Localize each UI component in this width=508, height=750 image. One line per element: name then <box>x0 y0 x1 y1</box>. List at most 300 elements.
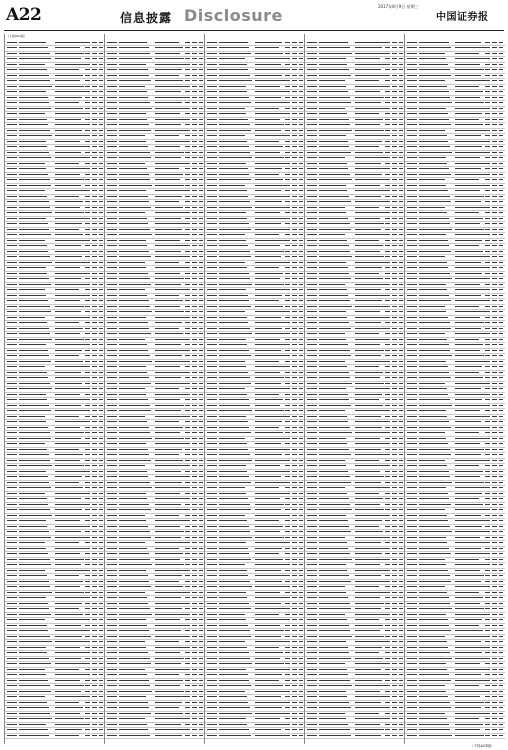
table-cell <box>185 515 190 516</box>
table-cell <box>419 223 450 224</box>
table-cell <box>219 383 251 384</box>
table-cell <box>255 713 286 714</box>
table-cell <box>207 658 217 659</box>
table-cell <box>219 707 250 708</box>
table-cell <box>119 190 146 191</box>
table-cell <box>119 553 149 554</box>
table-cell <box>19 377 48 378</box>
table-cell <box>299 619 303 620</box>
table-cell <box>207 344 217 345</box>
table-cell <box>119 69 148 70</box>
table-cell <box>492 388 497 389</box>
table-cell <box>19 449 47 450</box>
table-cell <box>419 152 452 153</box>
table-cell <box>355 344 380 345</box>
table-cell <box>392 410 397 411</box>
table-cell <box>92 438 97 439</box>
table-cell <box>499 427 503 428</box>
table-cell <box>192 416 197 417</box>
table-cell <box>407 108 417 109</box>
table-cell <box>419 509 445 510</box>
table-cell <box>355 212 386 213</box>
table-cell <box>185 251 190 252</box>
table-cell <box>455 185 486 186</box>
table-cell <box>392 174 397 175</box>
table-cell <box>207 328 217 329</box>
table-cell <box>55 75 83 76</box>
table-cell <box>255 289 288 290</box>
table-cell <box>107 42 117 43</box>
table-cell <box>92 234 97 235</box>
table-cell <box>392 141 397 142</box>
table-cell <box>392 476 397 477</box>
table-cell <box>419 75 451 76</box>
table-cell <box>199 427 203 428</box>
table-cell <box>307 234 317 235</box>
table-cell <box>107 597 117 598</box>
table-cell <box>319 509 352 510</box>
table-cell <box>7 647 17 648</box>
table-cell <box>185 245 190 246</box>
table-cell <box>399 454 403 455</box>
table-cell <box>355 553 382 554</box>
table-cell <box>499 278 503 279</box>
table-cell <box>255 86 280 87</box>
table-cell <box>392 526 397 527</box>
table-cell <box>219 355 251 356</box>
table-cell <box>392 493 397 494</box>
table-cell <box>455 152 486 153</box>
table-cell <box>292 311 297 312</box>
table-cell <box>199 284 203 285</box>
table-cell <box>19 471 46 472</box>
table-cell <box>319 696 347 697</box>
table-cell <box>307 251 317 252</box>
table-cell <box>455 223 480 224</box>
table-cell <box>499 531 503 532</box>
table-cell <box>107 647 117 648</box>
table-cell <box>419 47 451 48</box>
table-cell <box>385 146 390 147</box>
table-cell <box>485 273 490 274</box>
table-cell <box>299 603 303 604</box>
table-cell <box>107 130 117 131</box>
table-cell <box>7 75 17 76</box>
table-cell <box>107 146 117 147</box>
table-cell <box>355 586 379 587</box>
table-cell <box>419 377 451 378</box>
table-cell <box>399 135 403 136</box>
table-cell <box>192 421 197 422</box>
table-cell <box>499 465 503 466</box>
table-cell <box>355 130 384 131</box>
table-cell <box>407 482 417 483</box>
table-cell <box>392 201 397 202</box>
table-cell <box>119 405 150 406</box>
table-cell <box>285 570 290 571</box>
table-cell <box>85 564 90 565</box>
table-cell <box>85 322 90 323</box>
table-cell <box>207 421 217 422</box>
table-cell <box>407 201 417 202</box>
table-cell <box>7 58 17 59</box>
table-cell <box>155 251 181 252</box>
table-cell <box>99 157 103 158</box>
table-cell <box>199 531 203 532</box>
table-cell <box>492 696 497 697</box>
table-cell <box>392 240 397 241</box>
table-cell <box>499 135 503 136</box>
table-cell <box>319 581 351 582</box>
table-cell <box>285 449 290 450</box>
table-cell <box>292 625 297 626</box>
table-cell <box>492 201 497 202</box>
table-cell <box>255 482 285 483</box>
table-cell <box>385 388 390 389</box>
table-cell <box>307 619 317 620</box>
table-cell <box>192 526 197 527</box>
table-cell <box>255 641 285 642</box>
table-cell <box>119 476 148 477</box>
table-cell <box>285 344 290 345</box>
table-cell <box>399 581 403 582</box>
table-cell <box>292 355 297 356</box>
table-cell <box>219 713 252 714</box>
table-cell <box>192 388 197 389</box>
table-cell <box>119 685 150 686</box>
table-cell <box>219 102 251 103</box>
table-cell <box>399 152 403 153</box>
table-cell <box>55 531 81 532</box>
table-cell <box>92 212 97 213</box>
table-cell <box>155 443 188 444</box>
table-cell <box>355 163 381 164</box>
table-cell <box>407 724 417 725</box>
table-cell <box>407 262 417 263</box>
table-cell <box>192 685 197 686</box>
table-cell <box>407 212 417 213</box>
table-cell <box>385 465 390 466</box>
table-cell <box>292 185 297 186</box>
table-cell <box>207 438 217 439</box>
table-cell <box>255 564 287 565</box>
table-cell <box>319 630 350 631</box>
table-cell <box>219 581 250 582</box>
table-cell <box>207 212 217 213</box>
table-cell <box>255 42 282 43</box>
table-cell <box>92 97 97 98</box>
table-cell <box>355 69 381 70</box>
table-cell <box>55 108 83 109</box>
table-cell <box>399 504 403 505</box>
table-cell <box>99 465 103 466</box>
table-column <box>404 34 505 744</box>
table-cell <box>255 234 279 235</box>
table-cell <box>99 553 103 554</box>
table-cell <box>485 278 490 279</box>
table-cell <box>499 735 503 736</box>
table-cell <box>255 619 286 620</box>
table-cell <box>307 53 317 54</box>
table-cell <box>492 306 497 307</box>
table-cell <box>99 674 103 675</box>
table-cell <box>292 735 297 736</box>
table-cell <box>299 190 303 191</box>
table-cell <box>419 548 449 549</box>
table-cell <box>119 548 147 549</box>
table-cell <box>299 531 303 532</box>
table-cell <box>319 267 348 268</box>
table-cell <box>207 295 217 296</box>
table-cell <box>492 245 497 246</box>
table-cell <box>7 553 17 554</box>
table-cell <box>107 289 117 290</box>
table-cell <box>492 702 497 703</box>
table-cell <box>99 344 103 345</box>
table-cell <box>355 432 386 433</box>
table-cell <box>455 234 488 235</box>
table-cell <box>319 339 346 340</box>
table-cell <box>499 498 503 499</box>
table-cell <box>355 42 388 43</box>
table-cell <box>99 559 103 560</box>
table-cell <box>99 410 103 411</box>
table-cell <box>19 240 45 241</box>
table-cell <box>485 58 490 59</box>
table-cell <box>292 42 297 43</box>
table-cell <box>119 262 145 263</box>
table-cell <box>55 696 85 697</box>
table-cell <box>455 581 481 582</box>
table-cell <box>99 130 103 131</box>
table-cell <box>385 157 390 158</box>
table-cell <box>299 592 303 593</box>
table-cell <box>185 42 190 43</box>
table-cell <box>385 245 390 246</box>
table-cell <box>219 113 246 114</box>
table-cell <box>19 460 50 461</box>
table-cell <box>355 647 382 648</box>
table-cell <box>219 680 249 681</box>
table-cell <box>499 718 503 719</box>
table-cell <box>455 75 481 76</box>
table-cell <box>319 113 347 114</box>
table-cell <box>399 91 403 92</box>
table-cell <box>199 575 203 576</box>
table-cell <box>319 724 348 725</box>
table-cell <box>492 531 497 532</box>
table-cell <box>419 284 446 285</box>
table-cell <box>355 256 384 257</box>
table-cell <box>92 619 97 620</box>
table-cell <box>492 586 497 587</box>
table-cell <box>85 168 90 169</box>
table-cell <box>299 97 303 98</box>
table-cell <box>407 647 417 648</box>
table-cell <box>499 691 503 692</box>
table-cell <box>385 427 390 428</box>
table-cell <box>119 295 147 296</box>
table-cell <box>19 207 50 208</box>
table-cell <box>85 245 90 246</box>
table-cell <box>255 647 279 648</box>
table-cell <box>392 152 397 153</box>
table-cell <box>419 713 445 714</box>
table-cell <box>455 608 484 609</box>
table-cell <box>219 438 245 439</box>
table-cell <box>399 58 403 59</box>
table-cell <box>299 702 303 703</box>
table-cell <box>419 537 446 538</box>
table-cell <box>299 350 303 351</box>
table-cell <box>399 410 403 411</box>
table-cell <box>192 482 197 483</box>
table-cell <box>299 372 303 373</box>
table-cell <box>407 284 417 285</box>
table-cell <box>399 377 403 378</box>
table-cell <box>485 328 490 329</box>
table-cell <box>499 113 503 114</box>
table-cell <box>119 608 150 609</box>
table-cell <box>85 707 90 708</box>
table-cell <box>285 735 290 736</box>
table-cell <box>399 465 403 466</box>
table-cell <box>199 64 203 65</box>
table-cell <box>285 212 290 213</box>
table-cell <box>419 553 451 554</box>
table-cell <box>485 355 490 356</box>
table-cell <box>307 91 317 92</box>
table-cell <box>107 344 117 345</box>
table-cell <box>407 355 417 356</box>
table-cell <box>492 548 497 549</box>
table-cell <box>255 130 281 131</box>
table-cell <box>385 696 390 697</box>
table-cell <box>419 361 446 362</box>
table-cell <box>255 493 286 494</box>
table-cell <box>299 113 303 114</box>
table-cell <box>55 289 79 290</box>
table-cell <box>119 201 149 202</box>
table-cell <box>92 91 97 92</box>
table-cell <box>385 300 390 301</box>
table-cell <box>7 394 17 395</box>
table-cell <box>492 58 497 59</box>
table-cell <box>455 449 484 450</box>
table-cell <box>499 504 503 505</box>
table-cell <box>399 102 403 103</box>
table-cell <box>92 702 97 703</box>
table-cell <box>492 449 497 450</box>
table-cell <box>419 273 450 274</box>
table-cell <box>119 135 145 136</box>
table-cell <box>399 707 403 708</box>
table-cell <box>219 86 246 87</box>
table-cell <box>419 102 452 103</box>
table-cell <box>85 64 90 65</box>
table-cell <box>207 691 217 692</box>
table-cell <box>292 476 297 477</box>
table-cell <box>55 47 80 48</box>
table-cell <box>485 471 490 472</box>
table-cell <box>285 564 290 565</box>
table-cell <box>499 559 503 560</box>
table-cell <box>392 548 397 549</box>
table-cell <box>207 570 217 571</box>
table-cell <box>207 465 217 466</box>
table-cell <box>155 284 181 285</box>
table-cell <box>192 196 197 197</box>
table-cell <box>255 394 279 395</box>
table-cell <box>455 207 485 208</box>
table-cell <box>192 449 197 450</box>
table-cell <box>207 366 217 367</box>
table-cell <box>407 388 417 389</box>
table-cell <box>107 680 117 681</box>
table-cell <box>92 75 97 76</box>
table-cell <box>19 75 49 76</box>
table-cell <box>255 47 279 48</box>
table-cell <box>419 410 446 411</box>
table-cell <box>407 718 417 719</box>
table-cell <box>19 295 46 296</box>
table-cell <box>155 361 186 362</box>
table-cell <box>455 427 485 428</box>
table-cell <box>392 570 397 571</box>
table-cell <box>307 471 317 472</box>
table-cell <box>85 658 90 659</box>
table-cell <box>492 652 497 653</box>
table-cell <box>285 185 290 186</box>
table-cell <box>292 713 297 714</box>
table-cell <box>119 196 148 197</box>
table-cell <box>319 691 346 692</box>
table-cell <box>199 718 203 719</box>
table-cell <box>255 674 282 675</box>
table-cell <box>192 498 197 499</box>
table-cell <box>355 614 385 615</box>
table-cell <box>492 256 497 257</box>
table-cell <box>85 482 90 483</box>
table-cell <box>155 564 184 565</box>
table-cell <box>319 388 346 389</box>
table-cell <box>385 735 390 736</box>
table-cell <box>492 212 497 213</box>
table-cell <box>285 531 290 532</box>
table-cell <box>307 416 317 417</box>
table-cell <box>499 581 503 582</box>
table-cell <box>92 636 97 637</box>
table-cell <box>199 372 203 373</box>
table-cell <box>319 377 350 378</box>
table-cell <box>385 702 390 703</box>
table-cell <box>255 410 284 411</box>
table-cell <box>219 421 248 422</box>
table-cell <box>292 564 297 565</box>
table-cell <box>407 669 417 670</box>
table-cell <box>219 696 247 697</box>
table-cell <box>407 245 417 246</box>
table-cell <box>392 273 397 274</box>
table-cell <box>485 295 490 296</box>
table-cell <box>292 267 297 268</box>
table-cell <box>485 570 490 571</box>
table-cell <box>255 630 284 631</box>
table-cell <box>99 443 103 444</box>
table-cell <box>99 102 103 103</box>
table-cell <box>7 592 17 593</box>
table-cell <box>185 146 190 147</box>
